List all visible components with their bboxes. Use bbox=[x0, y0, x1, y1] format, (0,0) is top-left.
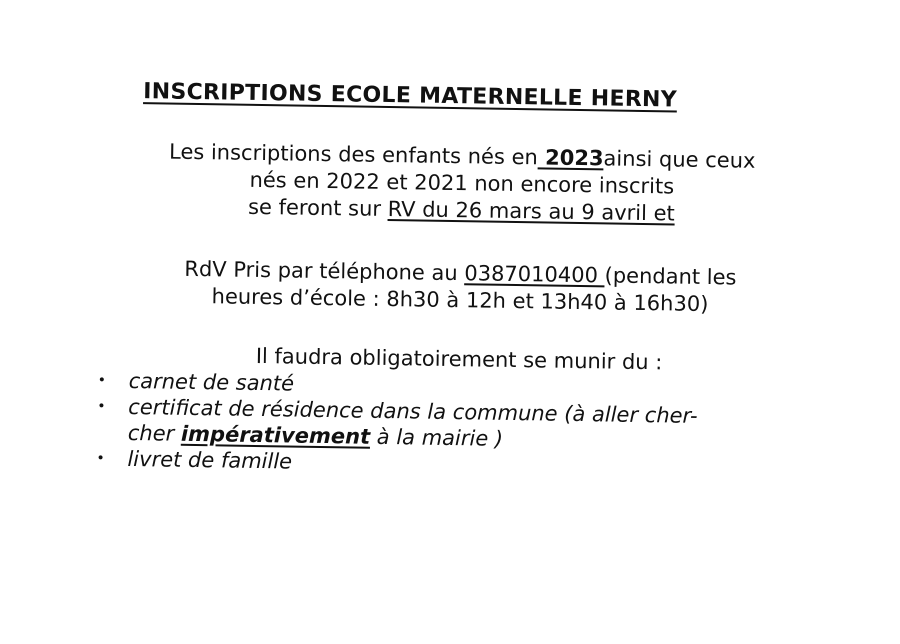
paragraph-line: heures d’école : 8h30 à 12h et 13h40 à 16h30) bbox=[211, 284, 709, 317]
phone-number: 0387010400 bbox=[464, 261, 605, 288]
text-segment: Les inscriptions des enfants nés en bbox=[168, 139, 538, 170]
requirements-intro: Il faudra obligatoirement se munir du : bbox=[255, 343, 663, 375]
page-title: INSCRIPTIONS ECOLE MATERNELLE HERNY bbox=[143, 79, 678, 113]
list-item-text: certificat de résidence dans la commune (à aller cher- bbox=[128, 394, 698, 428]
paragraph-line: nés en 2022 et 2021 non encore inscrits bbox=[249, 167, 675, 199]
emphasis-text: impérativement bbox=[180, 421, 371, 449]
text-segment: RdV Pris par téléphone au bbox=[184, 256, 465, 286]
text-segment: (pendant les bbox=[604, 263, 737, 290]
bullet-icon: • bbox=[96, 450, 105, 467]
phone-paragraph bbox=[90, 254, 831, 320]
list-item-text: livret de famille bbox=[127, 446, 293, 474]
year-highlight: 2023 bbox=[537, 145, 604, 171]
list-item-text: carnet de santé bbox=[128, 368, 295, 396]
text-segment: ainsi que ceux bbox=[603, 146, 756, 173]
registration-dates-paragraph bbox=[91, 137, 832, 230]
appointment-dates: RV du 26 mars au 9 avril et bbox=[387, 197, 675, 226]
text-segment: cher bbox=[127, 420, 182, 446]
text-segment: à la mairie ) bbox=[369, 424, 504, 451]
text-segment: se feront sur bbox=[247, 194, 388, 222]
bullet-icon: • bbox=[97, 398, 106, 415]
bullet-icon: • bbox=[97, 372, 107, 389]
required-documents-list bbox=[92, 367, 834, 483]
